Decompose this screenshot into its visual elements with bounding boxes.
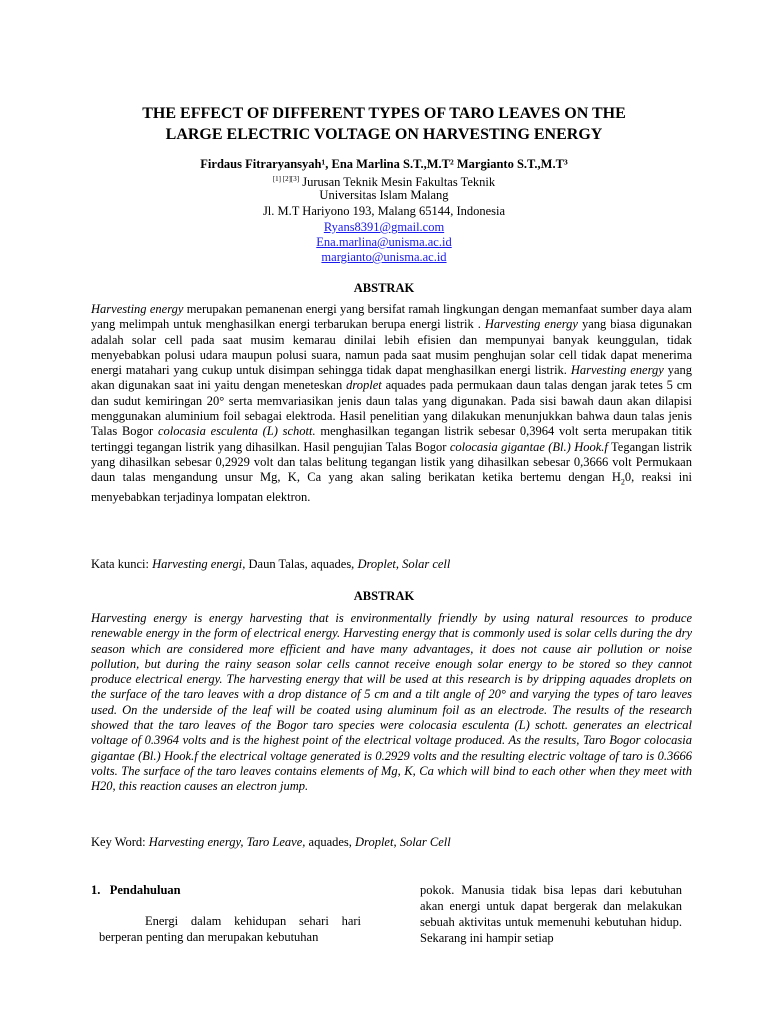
email-link-2[interactable]: Ena.marlina@unisma.ac.id bbox=[316, 235, 452, 249]
abstract-heading-en: ABSTRAK bbox=[353, 589, 415, 603]
section-left-column bbox=[99, 913, 361, 945]
affiliation-department-text: Jurusan Teknik Mesin Fakultas Teknik bbox=[302, 175, 496, 190]
section-right-paragraph: pokok. Manusia tidak bisa lepas dari kebutuhan akan energi untuk dapat bergerak dan melakukan sebuah aktivitas untuk memenuhi kebutuhan hidup. Sekarang ini hampir setiap bbox=[420, 883, 682, 945]
email-link-1[interactable]: Ryans8391@gmail.com bbox=[323, 220, 445, 234]
keywords-id: Kata kunci: Harvesting energi, Daun Talas, aquades, Droplet, Solar cell bbox=[91, 557, 451, 571]
section-right-column bbox=[420, 882, 682, 946]
email-link-3[interactable]: margianto@unisma.ac.id bbox=[321, 250, 447, 264]
affiliation-address: Jl. M.T Hariyono 193, Malang 65144, Indonesia bbox=[262, 204, 506, 218]
section-left-paragraph: Energi dalam kehidupan sehari hari berperan penting dan merupakan kebutuhan bbox=[99, 914, 361, 944]
section-title-pendahuluan: 1. Pendahuluan bbox=[91, 883, 181, 897]
affiliation-superscript: [1] [2][3] bbox=[272, 175, 300, 183]
affiliation-university: Universitas Islam Malang bbox=[319, 188, 449, 202]
keywords-en: Key Word: Harvesting energy, Taro Leave, aquades, Droplet, Solar Cell bbox=[91, 835, 451, 849]
paper-title bbox=[60, 103, 708, 145]
author-list: Firdaus Fitraryansyah¹, Ena Marlina S.T.,M.T² Margianto S.T.,M.T³ bbox=[200, 157, 568, 171]
title-line-2: LARGE ELECTRIC VOLTAGE ON HARVESTING ENERGY bbox=[165, 126, 603, 143]
abstract-text-id: Harvesting energy merupakan pemanenan energi yang bersifat ramah lingkungan dengan memanfaat sumber daya alam yang melimpah untuk menghasilkan energi terbarukan berupa energi listrik . Harvesting energy yang biasa digunakan adalah solar cell pada saat musim kemarau dinilai lebih efisien dan mempunyai banyak keunggulan, tidak menyebabkan polusi udara maupun polusi suara, namun pada saat musim penghujan solar cell tidak dapat menerima energi matahari yang cukup untuk disimpan sehingga tidak dapat menghasilkan energi listrik. Harvesting energy yang akan digunakan saat ini yaitu dengan meneteskan droplet aquades pada permukaan daun talas dengan jarak tetes 5 cm dan sudut kemiringan 20° serta memvariasikan jenis daun talas yang digunakan. Pada sisi bawah daun akan dilapisi menggunakan aluminium foil sebagai elektroda. Hasil penelitian yang dilakukan menunjukkan bahwa daun talas jenis Talas Bogor colocasia esculenta (L) schott. menghasilkan tegangan listrik sebesar 0,3964 volt serta merupakan titik tertinggi tegangan listrik yang dihasilkan. Hasil pengujian Talas Bogor colocasia gigantae (Bl.) Hook.f Tegangan listrik yang dihasilkan sebesar 0,2929 volt dan talas belitung tegangan listik yang dihasilkan sebesar 0,3666 volt Permukaan daun talas mengandung unsur Mg, K, Ca yang akan saling berikatan ketika bertemu dengan $H_20$, reaksi ini menyebabkan terjadinya lompatan elektron. bbox=[91, 302, 693, 505]
title-line-1: THE EFFECT OF DIFFERENT TYPES OF TARO LEAVES ON THE bbox=[142, 105, 626, 122]
abstract-text-en: Harvesting energy is energy harvesting that is environmentally friendly by using natural resources to produce renewable energy in the form of electrical energy. Harvesting energy that is commonly used is solar cells during the dry season which are considered more efficient and have many advantages, it does not cause air pollution or noise pollution, but during the rainy season solar cells cannot receive enough solar energy to be stored so they cannot produce electrical energy. The harvesting energy that will be used at this research is by dripping aquades droplets on the surface of the taro leaves with a drop distance of 5 cm and a tilt angle of 20° and varying the types of taro leaves used. On the underside of the leaf will be coated using aluminum foil as an electrode. The results of the research showed that the taro leaves of the Bogor taro species were colocasia esculenta (L) schott. generates an electrical voltage of 0.3964 volts and is the highest point of the electrical voltage produced. As the results, Taro Bogor colocasia gigantae (Bl.) Hook.f the electrical voltage generated is 0.2929 volts and the resulting electric voltage of taro is 0.3666 volts. The surface of the taro leaves contains elements of Mg, K, Ca which will bind to each other when they meet with H20, this reaction causes an electron jump. bbox=[91, 611, 692, 794]
abstract-heading-id: ABSTRAK bbox=[353, 281, 415, 295]
